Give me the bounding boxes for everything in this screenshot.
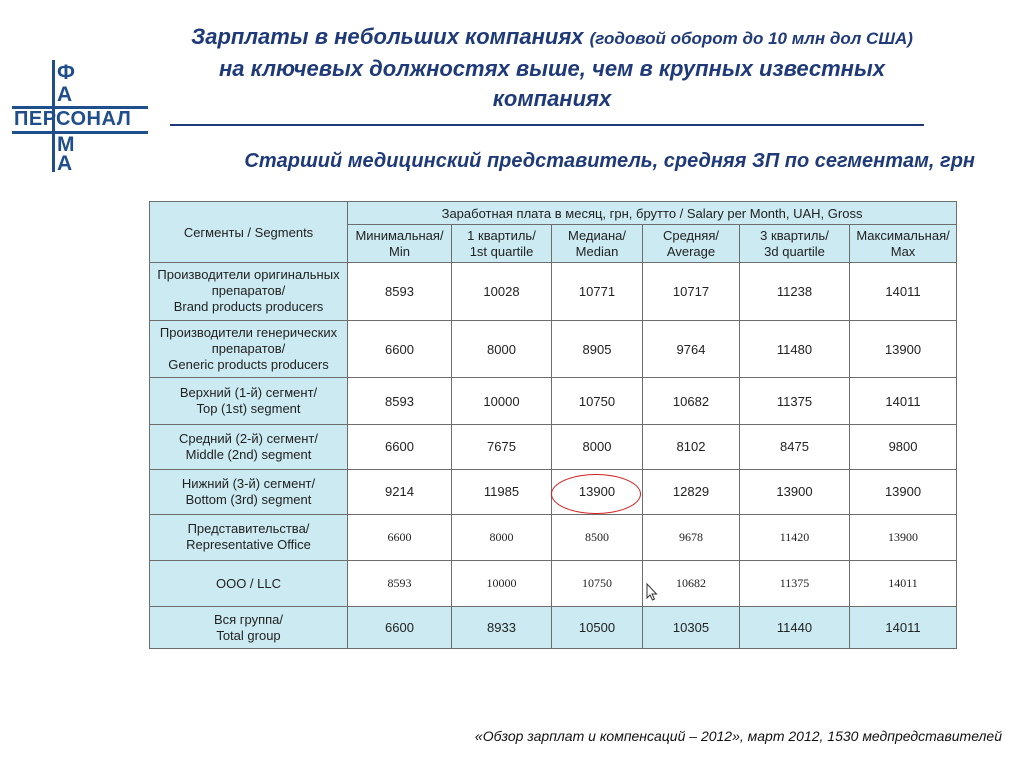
table-cell: 8593 [348,263,452,321]
table-cell: 11375 [740,378,850,425]
segments-header: Сегменты / Segments [150,202,348,263]
table-cell: 10682 [643,560,740,607]
table-cell: 10682 [643,378,740,425]
segment-label-line: Total group [216,627,281,643]
column-header-en: Median [575,243,619,259]
segment-label-line: Вся группа/ [213,611,284,627]
column-header-en: 3d quartile [764,243,825,259]
title-line-2: на ключевых должностях выше, чем в крупных известных [219,56,885,81]
column-header-ru: Медиана/ [567,227,627,243]
logo-letter: А [57,83,73,106]
segment-label-line: ООО / LLC [215,575,282,591]
table-cell: 9800 [850,425,957,470]
table-cell: 13900 [850,515,957,561]
segment-label-line: Средний (2-й) сегмент/ [179,430,318,446]
table-cell: 9214 [348,469,452,515]
segment-label-line: Производители генерических [159,325,338,341]
table-cell: 11375 [740,560,850,607]
segment-label-line: Top (1st) segment [196,401,301,417]
table-cell: 8593 [348,560,452,607]
mouse-cursor-icon [646,583,658,601]
table-row [150,607,957,649]
segment-label [150,425,348,470]
table-cell: 6600 [348,320,452,378]
segment-label [150,263,348,321]
column-header-ru: 1 квартиль/ [467,227,536,243]
logo-word: ПЕРСОНАЛ [14,108,132,130]
table-cell: 13900 [552,469,643,515]
column-header-en: Average [666,243,716,259]
table-cell: 11985 [452,469,552,515]
table-cell: 14011 [850,378,957,425]
segment-label-line: Верхний (1-й) сегмент/ [179,385,318,401]
table-cell: 10717 [643,263,740,321]
salary-header: Заработная плата в месяц, грн, брутто / Salary per Month, UAH, Gross [348,202,957,225]
table-cell: 6600 [348,607,452,649]
logo-letter: А [57,152,73,175]
table-cell: 11420 [740,515,850,561]
table-cell: 14011 [850,263,957,321]
column-header-en: Max [890,243,916,259]
table-cell: 7675 [452,425,552,470]
segment-label [150,320,348,378]
title-divider [170,124,924,126]
table-cell: 11440 [740,607,850,649]
table-cell: 14011 [850,560,957,607]
segment-label [150,607,348,649]
column-header-ru: Минимальная/ [355,227,444,243]
salary-table [149,201,957,649]
table-row [150,515,957,561]
table-cell: 8000 [452,320,552,378]
table-cell: 9764 [643,320,740,378]
table-cell: 11480 [740,320,850,378]
segment-label-line: препаратов/ [211,341,286,357]
title-line-1 [112,22,992,54]
segment-label-line: Представительства/ [187,521,310,537]
table-cell: 8102 [643,425,740,470]
table-cell: 13900 [740,469,850,515]
table-row [150,425,957,470]
table-body [150,263,957,649]
column-header-ru: 3 квартиль/ [760,227,829,243]
segment-label [150,469,348,515]
segment-label-line: Нижний (3-й) сегмент/ [181,475,316,491]
column-header [452,225,552,263]
segment-label-line: Generic products producers [168,357,329,373]
segment-label-line: Brand products producers [173,299,324,315]
table-cell: 10305 [643,607,740,649]
table-cell: 10750 [552,378,643,425]
table-cell: 10028 [452,263,552,321]
segment-label-line: Bottom (3rd) segment [185,491,312,507]
table-cell: 12829 [643,469,740,515]
table-cell: 11238 [740,263,850,321]
column-header-ru: Максимальная/ [856,227,950,243]
segment-label [150,378,348,425]
table-cell: 8000 [552,425,643,470]
table-row [150,560,957,607]
source-footnote: «Обзор зарплат и компенсаций – 2012», март 2012, 1530 медпредставителей [474,728,1002,744]
table-cell: 8500 [552,515,643,561]
table-cell: 8000 [452,515,552,561]
table-row [150,378,957,425]
table-row [150,469,957,515]
table-cell: 13900 [850,320,957,378]
logo-cross-line-bottom [12,131,148,134]
table-cell: 10771 [552,263,643,321]
table-cell: 14011 [850,607,957,649]
column-header [643,225,740,263]
title-paren: (годовой оборот до 10 млн дол США) [589,29,913,48]
table-cell: 8593 [348,378,452,425]
column-header-en: 1st quartile [469,243,534,259]
title-main: Зарплаты в небольших компаниях [191,24,584,49]
table-cell: 6600 [348,425,452,470]
column-header-en: Min [389,243,410,259]
segment-label-line: Производители оригинальных [157,267,340,283]
segment-label-line: Middle (2nd) segment [185,446,312,462]
column-header [552,225,643,263]
table-cell: 10750 [552,560,643,607]
table-row [150,263,957,321]
table-cell: 6600 [348,515,452,561]
table-cell: 8905 [552,320,643,378]
table-row [150,320,957,378]
column-header-ru: Средняя/ [662,227,720,243]
table-cell: 10000 [452,560,552,607]
table-cell: 10500 [552,607,643,649]
table-cell: 13900 [850,469,957,515]
column-header [348,225,452,263]
column-header [850,225,957,263]
logo-letter: М [57,133,75,156]
segment-label-line: Representative Office [186,537,311,553]
table-cell: 8933 [452,607,552,649]
logo-letter: Ф [57,61,75,84]
slide-title [112,22,992,114]
title-line-3: компаниях [492,86,612,111]
segment-label [150,515,348,561]
segment-label [150,560,348,607]
table-cell: 8475 [740,425,850,470]
table-cell: 9678 [643,515,740,561]
segment-label-line: препаратов/ [211,283,286,299]
column-header [740,225,850,263]
slide-subtitle: Старший медицинский представитель, средняя ЗП по сегментам, грн [244,150,975,172]
table-cell: 10000 [452,378,552,425]
